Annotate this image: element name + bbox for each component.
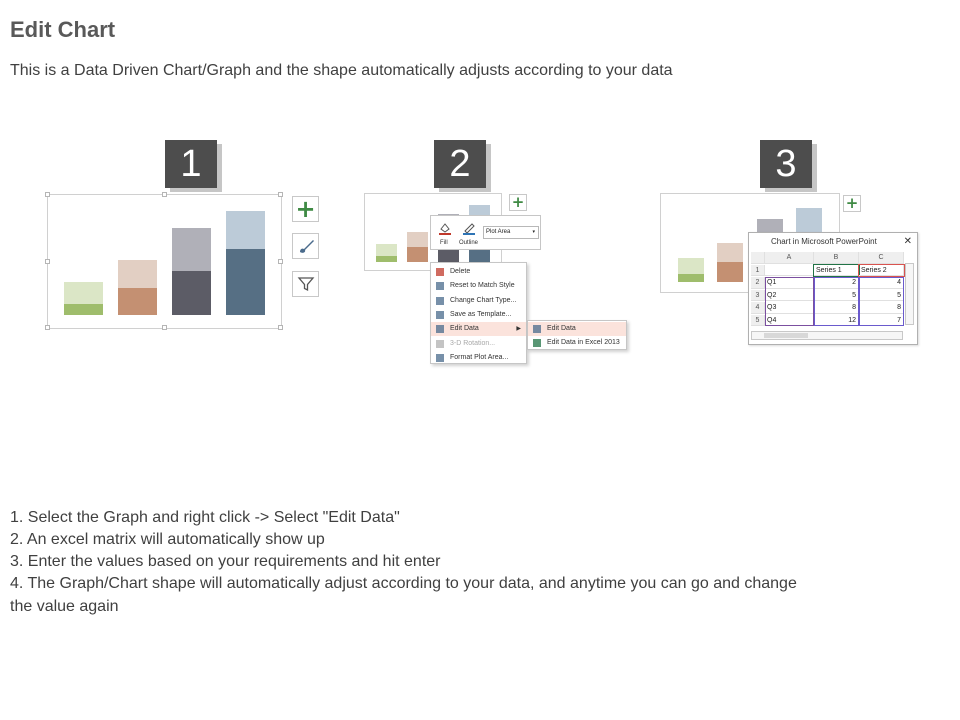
- plus-icon: +: [511, 193, 525, 211]
- cell-a4[interactable]: Q3: [765, 302, 814, 314]
- resize-handle[interactable]: [278, 325, 283, 330]
- plus-icon: +: [845, 194, 859, 212]
- cell-b5[interactable]: 12: [814, 315, 859, 327]
- page-subtitle: This is a Data Driven Chart/Graph and the shape automatically adjusts according to your data: [10, 62, 673, 79]
- bar-q4-series-1[interactable]: [226, 249, 265, 315]
- outline-icon[interactable]: [462, 221, 476, 235]
- menu-item-label: Save as Template...: [450, 310, 512, 318]
- chart-elements-button-3[interactable]: [843, 195, 861, 212]
- bar-q2-series-2[interactable]: [717, 243, 743, 263]
- menu-item-reset-to-match-style[interactable]: [431, 279, 526, 293]
- row-header-4: 4: [751, 302, 765, 314]
- fill-label: Fill: [440, 240, 448, 246]
- bar-q1-series-1[interactable]: [678, 274, 704, 282]
- cell-b3[interactable]: 5: [814, 290, 859, 302]
- menu-item-label: 3-D Rotation...: [450, 339, 496, 347]
- cell-b2[interactable]: 2: [814, 277, 859, 289]
- bar-q4-series-2[interactable]: [226, 211, 265, 249]
- vertical-scrollbar[interactable]: [905, 263, 914, 325]
- resize-handle[interactable]: [45, 192, 50, 197]
- bar-q2-series-1[interactable]: [118, 288, 157, 315]
- resize-handle[interactable]: [45, 325, 50, 330]
- row-header-5: 5: [751, 315, 765, 327]
- menu-item-label: Reset to Match Style: [450, 282, 515, 290]
- chart-styles-button[interactable]: [292, 233, 319, 259]
- cell-a5[interactable]: Q4: [765, 315, 814, 327]
- menu-item-edit-data[interactable]: [431, 322, 526, 336]
- resize-handle[interactable]: [45, 259, 50, 264]
- bar-q1-series-2[interactable]: [678, 258, 704, 274]
- rotation-icon: [436, 340, 444, 348]
- cell-a1[interactable]: [765, 265, 814, 277]
- chevron-down-icon: ▾: [532, 229, 535, 235]
- resize-handle[interactable]: [162, 325, 167, 330]
- submenu-item-label: Edit Data in Excel 2013: [547, 339, 620, 346]
- edit-data-icon: [436, 325, 444, 333]
- chart-element-dropdown-value: Plot Area: [486, 229, 511, 235]
- menu-item-delete[interactable]: [431, 265, 526, 279]
- chart-elements-button[interactable]: [292, 196, 319, 222]
- chevron-right-icon: ▶: [516, 326, 521, 333]
- bar-q2-series-2[interactable]: [407, 232, 428, 247]
- bar-q3-series-1[interactable]: [172, 271, 211, 315]
- plus-icon: +: [295, 195, 316, 223]
- format-icon: [436, 354, 444, 362]
- format-mini-toolbar: [430, 215, 541, 250]
- bar-q2-series-1[interactable]: [407, 247, 428, 262]
- corner-cell: [751, 252, 765, 264]
- chart-elements-button-2[interactable]: [509, 194, 527, 211]
- scrollbar-thumb[interactable]: [764, 333, 808, 338]
- cell-c5[interactable]: 7: [859, 315, 904, 327]
- column-header-a: A: [765, 252, 814, 264]
- instruction-step-1: 1. Select the Graph and right click -> Select "Edit Data": [10, 509, 400, 526]
- menu-item-label: Change Chart Type...: [450, 296, 517, 304]
- menu-item-save-as-template[interactable]: [431, 308, 526, 322]
- close-icon[interactable]: ✕: [903, 236, 912, 247]
- chart-type-icon: [436, 297, 444, 305]
- filter-icon: [297, 275, 315, 293]
- chart-filters-button[interactable]: [292, 271, 319, 297]
- column-header-c: C: [859, 252, 904, 264]
- chart-element-dropdown[interactable]: [483, 226, 539, 239]
- menu-item-change-chart-type[interactable]: [431, 294, 526, 308]
- reset-style-icon: [436, 282, 444, 290]
- row-header-3: 3: [751, 290, 765, 302]
- cell-a3[interactable]: Q2: [765, 290, 814, 302]
- cell-c4[interactable]: 8: [859, 302, 904, 314]
- resize-handle[interactable]: [278, 259, 283, 264]
- bar-q1-series-2[interactable]: [64, 282, 103, 304]
- fill-icon[interactable]: [438, 221, 452, 235]
- submenu-item-label: Edit Data: [547, 325, 576, 332]
- bar-q2-series-1[interactable]: [717, 262, 743, 282]
- context-menu: [430, 262, 527, 364]
- resize-handle[interactable]: [162, 192, 167, 197]
- horizontal-scrollbar[interactable]: [751, 331, 903, 340]
- cell-c2[interactable]: 4: [859, 277, 904, 289]
- bar-q3-series-2[interactable]: [172, 228, 211, 272]
- excel-data-window: [748, 232, 918, 345]
- step-badge-1: 1: [165, 140, 217, 188]
- cell-c1[interactable]: Series 2: [859, 265, 904, 277]
- excel-window-title: Chart in Microsoft PowerPoint: [749, 233, 917, 250]
- row-header-2: 2: [751, 277, 765, 289]
- bar-q1-series-1[interactable]: [64, 304, 103, 315]
- instruction-step-3: 3. Enter the values based on your requirements and hit enter: [10, 553, 441, 570]
- column-header-b: B: [814, 252, 859, 264]
- bar-q2-series-2[interactable]: [118, 260, 157, 287]
- menu-item-format-plot-area[interactable]: [431, 351, 526, 365]
- chart-panel-1[interactable]: [47, 194, 282, 329]
- excel-icon: [533, 339, 541, 347]
- delete-icon: [436, 268, 444, 276]
- bar-q1-series-2[interactable]: [376, 244, 397, 256]
- save-template-icon: [436, 311, 444, 319]
- instruction-step-2: 2. An excel matrix will automatically show up: [10, 531, 325, 548]
- step-badge-2: 2: [434, 140, 486, 188]
- menu-item-label: Delete: [450, 268, 471, 275]
- cell-b4[interactable]: 8: [814, 302, 859, 314]
- outline-label: Outline: [459, 240, 479, 246]
- menu-item-label: Edit Data: [450, 325, 479, 333]
- edit-data-icon: [533, 325, 541, 333]
- menu-item-label: Format Plot Area...: [450, 353, 509, 361]
- brush-icon: [297, 238, 315, 254]
- resize-handle[interactable]: [278, 192, 283, 197]
- bar-q1-series-1[interactable]: [376, 256, 397, 262]
- row-header-1: 1: [751, 265, 765, 277]
- page-title: Edit Chart: [10, 17, 116, 42]
- submenu-item-edit-data-in-excel-2013[interactable]: [528, 336, 626, 350]
- submenu-item-edit-data[interactable]: [528, 322, 626, 336]
- bar-q4-series-2[interactable]: [796, 208, 822, 235]
- cell-a2[interactable]: Q1: [765, 277, 814, 289]
- instruction-step-4-continued: the value again: [10, 598, 119, 615]
- menu-item-3-d-rotation[interactable]: [431, 337, 526, 351]
- instruction-step-4: 4. The Graph/Chart shape will automatically adjust according to your data, and anytime you can go and change: [10, 575, 797, 592]
- cell-c3[interactable]: 5: [859, 290, 904, 302]
- edit-data-submenu: [527, 320, 627, 350]
- step-badge-3: 3: [760, 140, 812, 188]
- cell-b1[interactable]: Series 1: [814, 265, 859, 277]
